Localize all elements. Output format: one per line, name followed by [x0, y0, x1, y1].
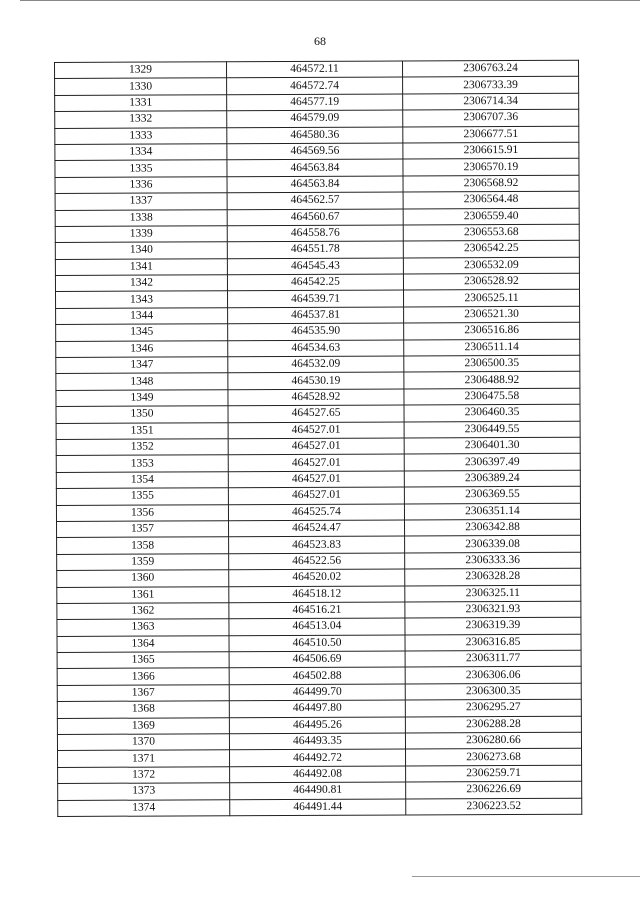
point-number-cell: 1340	[55, 242, 227, 259]
point-number-cell: 1355	[56, 488, 228, 505]
table-row	[57, 699, 581, 718]
point-number-cell: 1360	[57, 570, 229, 587]
x-coordinate-cell: 464490.81	[230, 782, 406, 799]
x-coordinate-cell: 464535.90	[228, 323, 404, 340]
point-number-cell: 1368	[57, 701, 229, 718]
y-coordinate-cell: 2306553.68	[403, 224, 579, 241]
point-number-cell: 1361	[57, 586, 229, 603]
y-coordinate-cell: 2306542.25	[403, 241, 579, 258]
y-coordinate-cell: 2306273.68	[406, 749, 582, 766]
x-coordinate-cell: 464527.65	[228, 405, 404, 422]
y-coordinate-cell: 2306342.88	[405, 519, 581, 536]
table-row	[57, 519, 581, 538]
y-coordinate-cell: 2306460.35	[404, 404, 580, 421]
y-coordinate-cell: 2306316.85	[405, 634, 581, 651]
scan-edge-line	[20, 0, 640, 1]
point-number-cell: 1347	[56, 357, 228, 374]
x-coordinate-cell: 464530.19	[228, 372, 404, 389]
y-coordinate-cell: 2306311.77	[405, 650, 581, 667]
point-number-cell: 1345	[56, 324, 228, 341]
x-coordinate-cell: 464527.01	[228, 438, 404, 455]
point-number-cell: 1350	[56, 406, 228, 423]
point-number-cell: 1364	[57, 635, 229, 652]
table-row	[56, 388, 580, 407]
y-coordinate-cell: 2306259.71	[406, 765, 582, 782]
y-coordinate-cell: 2306333.36	[405, 552, 581, 569]
table-row	[55, 224, 579, 243]
point-number-cell: 1357	[57, 521, 229, 538]
table-row	[55, 159, 579, 178]
coordinates-table-container	[54, 60, 581, 817]
x-coordinate-cell: 464527.01	[228, 487, 404, 504]
y-coordinate-cell: 2306714.34	[403, 93, 579, 110]
table-row	[55, 142, 579, 161]
y-coordinate-cell: 2306288.28	[405, 716, 581, 733]
point-number-cell: 1374	[58, 799, 230, 816]
x-coordinate-cell: 464537.81	[228, 307, 404, 324]
point-number-cell: 1336	[55, 176, 227, 193]
y-coordinate-cell: 2306449.55	[404, 421, 580, 438]
x-coordinate-cell: 464551.78	[227, 241, 403, 258]
table-row	[57, 568, 581, 587]
point-number-cell: 1329	[55, 62, 227, 79]
table-row	[57, 617, 581, 636]
x-coordinate-cell: 464580.36	[227, 127, 403, 144]
y-coordinate-cell: 2306677.51	[403, 126, 579, 143]
y-coordinate-cell: 2306488.92	[404, 372, 580, 389]
point-number-cell: 1359	[57, 553, 229, 570]
point-number-cell: 1354	[56, 472, 228, 489]
x-coordinate-cell: 464516.21	[229, 602, 405, 619]
x-coordinate-cell: 464527.01	[228, 422, 404, 439]
point-number-cell: 1339	[55, 226, 227, 243]
y-coordinate-cell: 2306707.36	[403, 109, 579, 126]
y-coordinate-cell: 2306511.14	[404, 339, 580, 356]
point-number-cell: 1344	[56, 308, 228, 325]
point-number-cell: 1351	[56, 422, 228, 439]
y-coordinate-cell: 2306532.09	[403, 257, 579, 274]
table-row	[58, 798, 582, 817]
point-number-cell: 1348	[56, 373, 228, 390]
table-row	[55, 175, 579, 194]
point-number-cell: 1343	[56, 291, 228, 308]
table-row	[55, 77, 579, 96]
point-number-cell: 1349	[56, 390, 228, 407]
x-coordinate-cell: 464492.08	[230, 766, 406, 783]
table-row	[55, 93, 579, 112]
x-coordinate-cell: 464577.19	[227, 94, 403, 111]
table-row	[55, 241, 579, 260]
scan-edge-line-bottom	[412, 876, 640, 877]
table-row	[56, 486, 580, 505]
x-coordinate-cell: 464523.83	[229, 536, 405, 553]
y-coordinate-cell: 2306570.19	[403, 159, 579, 176]
x-coordinate-cell: 464495.26	[229, 717, 405, 734]
point-number-cell: 1333	[55, 127, 227, 144]
y-coordinate-cell: 2306763.24	[402, 60, 578, 77]
table-row	[57, 634, 581, 653]
x-coordinate-cell: 464572.11	[227, 61, 403, 78]
y-coordinate-cell: 2306306.06	[405, 667, 581, 684]
x-coordinate-cell: 464513.04	[229, 618, 405, 635]
x-coordinate-cell: 464525.74	[228, 504, 404, 521]
table-row	[56, 339, 580, 358]
x-coordinate-cell: 464499.70	[229, 684, 405, 701]
table-row	[56, 355, 580, 374]
x-coordinate-cell: 464542.25	[227, 274, 403, 291]
table-row	[56, 437, 580, 456]
x-coordinate-cell: 464493.35	[229, 733, 405, 750]
x-coordinate-cell: 464527.01	[228, 471, 404, 488]
table-row	[56, 470, 580, 489]
x-coordinate-cell: 464579.09	[227, 110, 403, 127]
table-row	[56, 421, 580, 440]
table-row	[56, 322, 580, 341]
point-number-cell: 1337	[55, 193, 227, 210]
x-coordinate-cell: 464558.76	[227, 225, 403, 242]
page-number: 68	[314, 34, 326, 48]
table-row	[57, 536, 581, 555]
table-row	[56, 454, 580, 473]
x-coordinate-cell: 464527.01	[228, 454, 404, 471]
y-coordinate-cell: 2306500.35	[404, 355, 580, 372]
y-coordinate-cell: 2306321.93	[405, 601, 581, 618]
point-number-cell: 1363	[57, 619, 229, 636]
point-number-cell: 1373	[58, 783, 230, 800]
y-coordinate-cell: 2306525.11	[404, 290, 580, 307]
point-number-cell: 1331	[55, 95, 227, 112]
point-number-cell: 1334	[55, 144, 227, 161]
y-coordinate-cell: 2306369.55	[404, 486, 580, 503]
table-row	[56, 290, 580, 309]
x-coordinate-cell: 464518.12	[229, 585, 405, 602]
y-coordinate-cell: 2306389.24	[404, 470, 580, 487]
table-row	[55, 257, 579, 276]
point-number-cell: 1358	[57, 537, 229, 554]
table-row	[57, 667, 581, 686]
point-number-cell: 1356	[56, 504, 228, 521]
point-number-cell: 1330	[55, 78, 227, 95]
y-coordinate-cell: 2306280.66	[405, 732, 581, 749]
y-coordinate-cell: 2306328.28	[405, 568, 581, 585]
table-row	[56, 404, 580, 423]
point-number-cell: 1353	[56, 455, 228, 472]
table-row	[55, 60, 579, 79]
x-coordinate-cell: 464528.92	[228, 389, 404, 406]
point-number-cell: 1367	[57, 685, 229, 702]
y-coordinate-cell: 2306300.35	[405, 683, 581, 700]
table-row	[58, 781, 582, 800]
point-number-cell: 1352	[56, 439, 228, 456]
x-coordinate-cell: 464502.88	[229, 667, 405, 684]
table-row	[57, 732, 581, 751]
x-coordinate-cell: 464560.67	[227, 208, 403, 225]
y-coordinate-cell: 2306223.52	[406, 798, 582, 815]
y-coordinate-cell: 2306564.48	[403, 191, 579, 208]
y-coordinate-cell: 2306733.39	[403, 77, 579, 94]
x-coordinate-cell: 464539.71	[228, 290, 404, 307]
point-number-cell: 1338	[55, 209, 227, 226]
y-coordinate-cell: 2306339.08	[405, 536, 581, 553]
x-coordinate-cell: 464497.80	[229, 700, 405, 717]
x-coordinate-cell: 464522.56	[229, 553, 405, 570]
point-number-cell: 1335	[55, 160, 227, 177]
x-coordinate-cell: 464534.63	[228, 340, 404, 357]
x-coordinate-cell: 464532.09	[228, 356, 404, 373]
point-number-cell: 1365	[57, 652, 229, 669]
table-row	[55, 208, 579, 227]
coordinates-table	[54, 60, 582, 817]
y-coordinate-cell: 2306559.40	[403, 208, 579, 225]
y-coordinate-cell: 2306615.91	[403, 142, 579, 159]
x-coordinate-cell: 464520.02	[229, 569, 405, 586]
table-row	[58, 765, 582, 784]
y-coordinate-cell: 2306295.27	[405, 699, 581, 716]
table-row	[56, 372, 580, 391]
y-coordinate-cell: 2306516.86	[404, 322, 580, 339]
table-row	[56, 503, 580, 522]
point-number-cell: 1370	[57, 734, 229, 751]
table-row	[56, 306, 580, 325]
x-coordinate-cell: 464510.50	[229, 635, 405, 652]
x-coordinate-cell: 464563.84	[227, 159, 403, 176]
y-coordinate-cell: 2306351.14	[404, 503, 580, 520]
point-number-cell: 1346	[56, 340, 228, 357]
x-coordinate-cell: 464545.43	[227, 258, 403, 275]
y-coordinate-cell: 2306475.58	[404, 388, 580, 405]
point-number-cell: 1371	[58, 750, 230, 767]
y-coordinate-cell: 2306521.30	[404, 306, 580, 323]
point-number-cell: 1372	[58, 767, 230, 784]
point-number-cell: 1341	[55, 258, 227, 275]
table-row	[57, 683, 581, 702]
y-coordinate-cell: 2306528.92	[403, 273, 579, 290]
table-row	[58, 749, 582, 768]
y-coordinate-cell: 2306401.30	[404, 437, 580, 454]
point-number-cell: 1366	[57, 668, 229, 685]
x-coordinate-cell: 464491.44	[230, 799, 406, 816]
table-row	[55, 191, 579, 210]
x-coordinate-cell: 464524.47	[229, 520, 405, 537]
table-row	[57, 552, 581, 571]
table-row	[57, 650, 581, 669]
x-coordinate-cell: 464506.69	[229, 651, 405, 668]
x-coordinate-cell: 464569.56	[227, 143, 403, 160]
point-number-cell: 1342	[55, 275, 227, 292]
table-row	[57, 601, 581, 620]
point-number-cell: 1332	[55, 111, 227, 128]
table-row	[55, 109, 579, 128]
table-row	[55, 126, 579, 145]
x-coordinate-cell: 464563.84	[227, 176, 403, 193]
point-number-cell: 1362	[57, 603, 229, 620]
table-row	[57, 716, 581, 735]
x-coordinate-cell: 464492.72	[230, 749, 406, 766]
y-coordinate-cell: 2306568.92	[403, 175, 579, 192]
y-coordinate-cell: 2306226.69	[406, 781, 582, 798]
x-coordinate-cell: 464572.74	[227, 77, 403, 94]
coordinates-table-body	[55, 60, 582, 816]
point-number-cell: 1369	[57, 717, 229, 734]
table-row	[55, 273, 579, 292]
y-coordinate-cell: 2306397.49	[404, 454, 580, 471]
table-row	[57, 585, 581, 604]
y-coordinate-cell: 2306319.39	[405, 617, 581, 634]
y-coordinate-cell: 2306325.11	[405, 585, 581, 602]
x-coordinate-cell: 464562.57	[227, 192, 403, 209]
